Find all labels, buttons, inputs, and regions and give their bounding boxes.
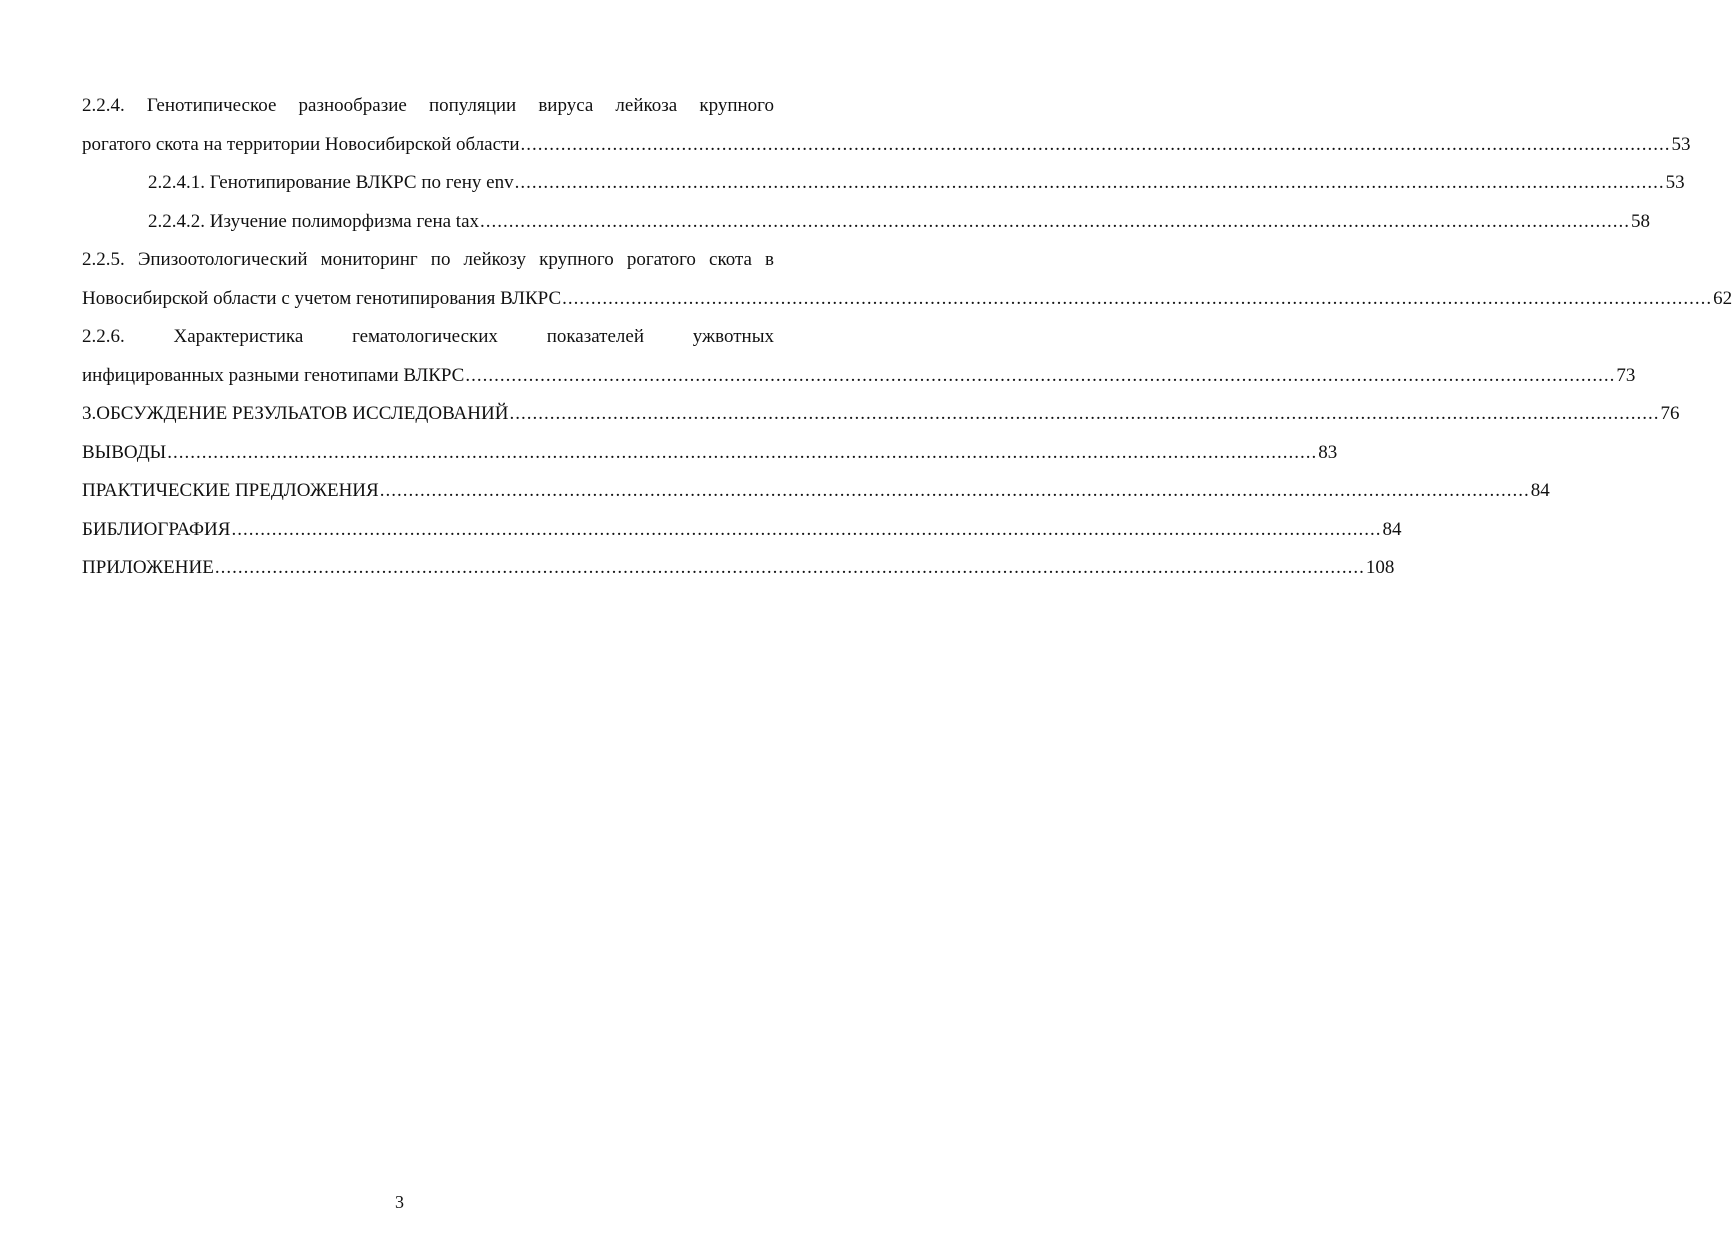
- toc-page-number: 53: [1671, 133, 1691, 155]
- toc-entry-title: рогатого скота на территории Новосибирской области: [82, 133, 520, 155]
- dot-leader: ........................................................................................................................................................................................................: [480, 210, 1631, 232]
- toc-page-number: 76: [1660, 403, 1680, 424]
- toc-entry-3: [82, 395, 1680, 434]
- toc-entry-conclusions: [82, 434, 1338, 473]
- toc-entry-title: ПРАКТИЧЕСКИЕ ПРЕДЛОЖЕНИЯ: [82, 480, 379, 501]
- toc-page-number: 84: [1382, 518, 1402, 540]
- toc-entry-title: 2.2.4.2. Изучение полиморфизма гена tax: [148, 210, 480, 232]
- toc-page-number: 58: [1631, 210, 1651, 232]
- toc-page-number: 53: [1665, 172, 1685, 193]
- page-number: 3: [395, 1192, 404, 1212]
- toc-entry-2-2-5-line-2: [82, 280, 1732, 319]
- toc-entry-2-2-4-1: [82, 164, 1685, 203]
- toc-page-number: 108: [1365, 557, 1395, 578]
- toc-entry-title: ПРИЛОЖЕНИЕ: [82, 557, 214, 578]
- toc-page-number: 83: [1318, 441, 1338, 463]
- dot-leader: ........................................................................................................................................................................................................: [214, 557, 1365, 578]
- toc-entry-2-2-4-2: [82, 203, 1651, 242]
- toc-entry-bibliography: [82, 511, 1402, 550]
- toc-entry-2-2-4-line-1: 2.2.4. Генотипическое разнообразие популяции вируса лейкоза крупного: [82, 95, 774, 116]
- toc-entry-title: инфицированных разными генотипами ВЛКРС: [82, 364, 465, 386]
- dot-leader: ........................................................................................................................................................................................................: [231, 518, 1382, 540]
- toc-page-number: 62: [1713, 287, 1732, 309]
- toc-entry-appendix: [82, 549, 1395, 588]
- toc-entry-2-2-6-line-2: [82, 357, 1636, 396]
- toc-entry-title: БИБЛИОГРАФИЯ: [82, 518, 231, 540]
- toc-entry-2-2-6-line-1: 2.2.6. Характеристика гематологических показателей ужвотных: [82, 326, 774, 347]
- toc-page-number: 73: [1616, 364, 1636, 386]
- toc-entry-practical-proposals: [82, 472, 1550, 511]
- table-of-contents: [82, 87, 1732, 588]
- toc-entry-title: ВЫВОДЫ: [82, 441, 167, 463]
- dot-leader: ........................................................................................................................................................................................................: [520, 133, 1671, 155]
- dot-leader: ........................................................................................................................................................................................................: [379, 480, 1530, 501]
- toc-entry-title: 3.ОБСУЖДЕНИЕ РЕЗУЛЬАТОВ ИССЛЕДОВАНИЙ: [82, 403, 509, 424]
- toc-entry-2-2-5-line-1: 2.2.5. Эпизоотологический мониторинг по лейкозу крупного рогатого скота в: [82, 249, 774, 270]
- toc-entry-2-2-4-line-2: [82, 126, 1691, 165]
- dot-leader: ........................................................................................................................................................................................................: [167, 441, 1318, 463]
- dot-leader: ........................................................................................................................................................................................................: [562, 287, 1713, 309]
- toc-entry-title: Новосибирской области с учетом генотипирования ВЛКРС: [82, 287, 562, 309]
- toc-entry-title: 2.2.4.1. Генотипирование ВЛКРС по гену env: [148, 172, 514, 193]
- dot-leader: ........................................................................................................................................................................................................: [514, 172, 1665, 193]
- toc-page-number: 84: [1530, 480, 1550, 501]
- dot-leader: ........................................................................................................................................................................................................: [509, 403, 1660, 424]
- dot-leader: ........................................................................................................................................................................................................: [465, 364, 1616, 386]
